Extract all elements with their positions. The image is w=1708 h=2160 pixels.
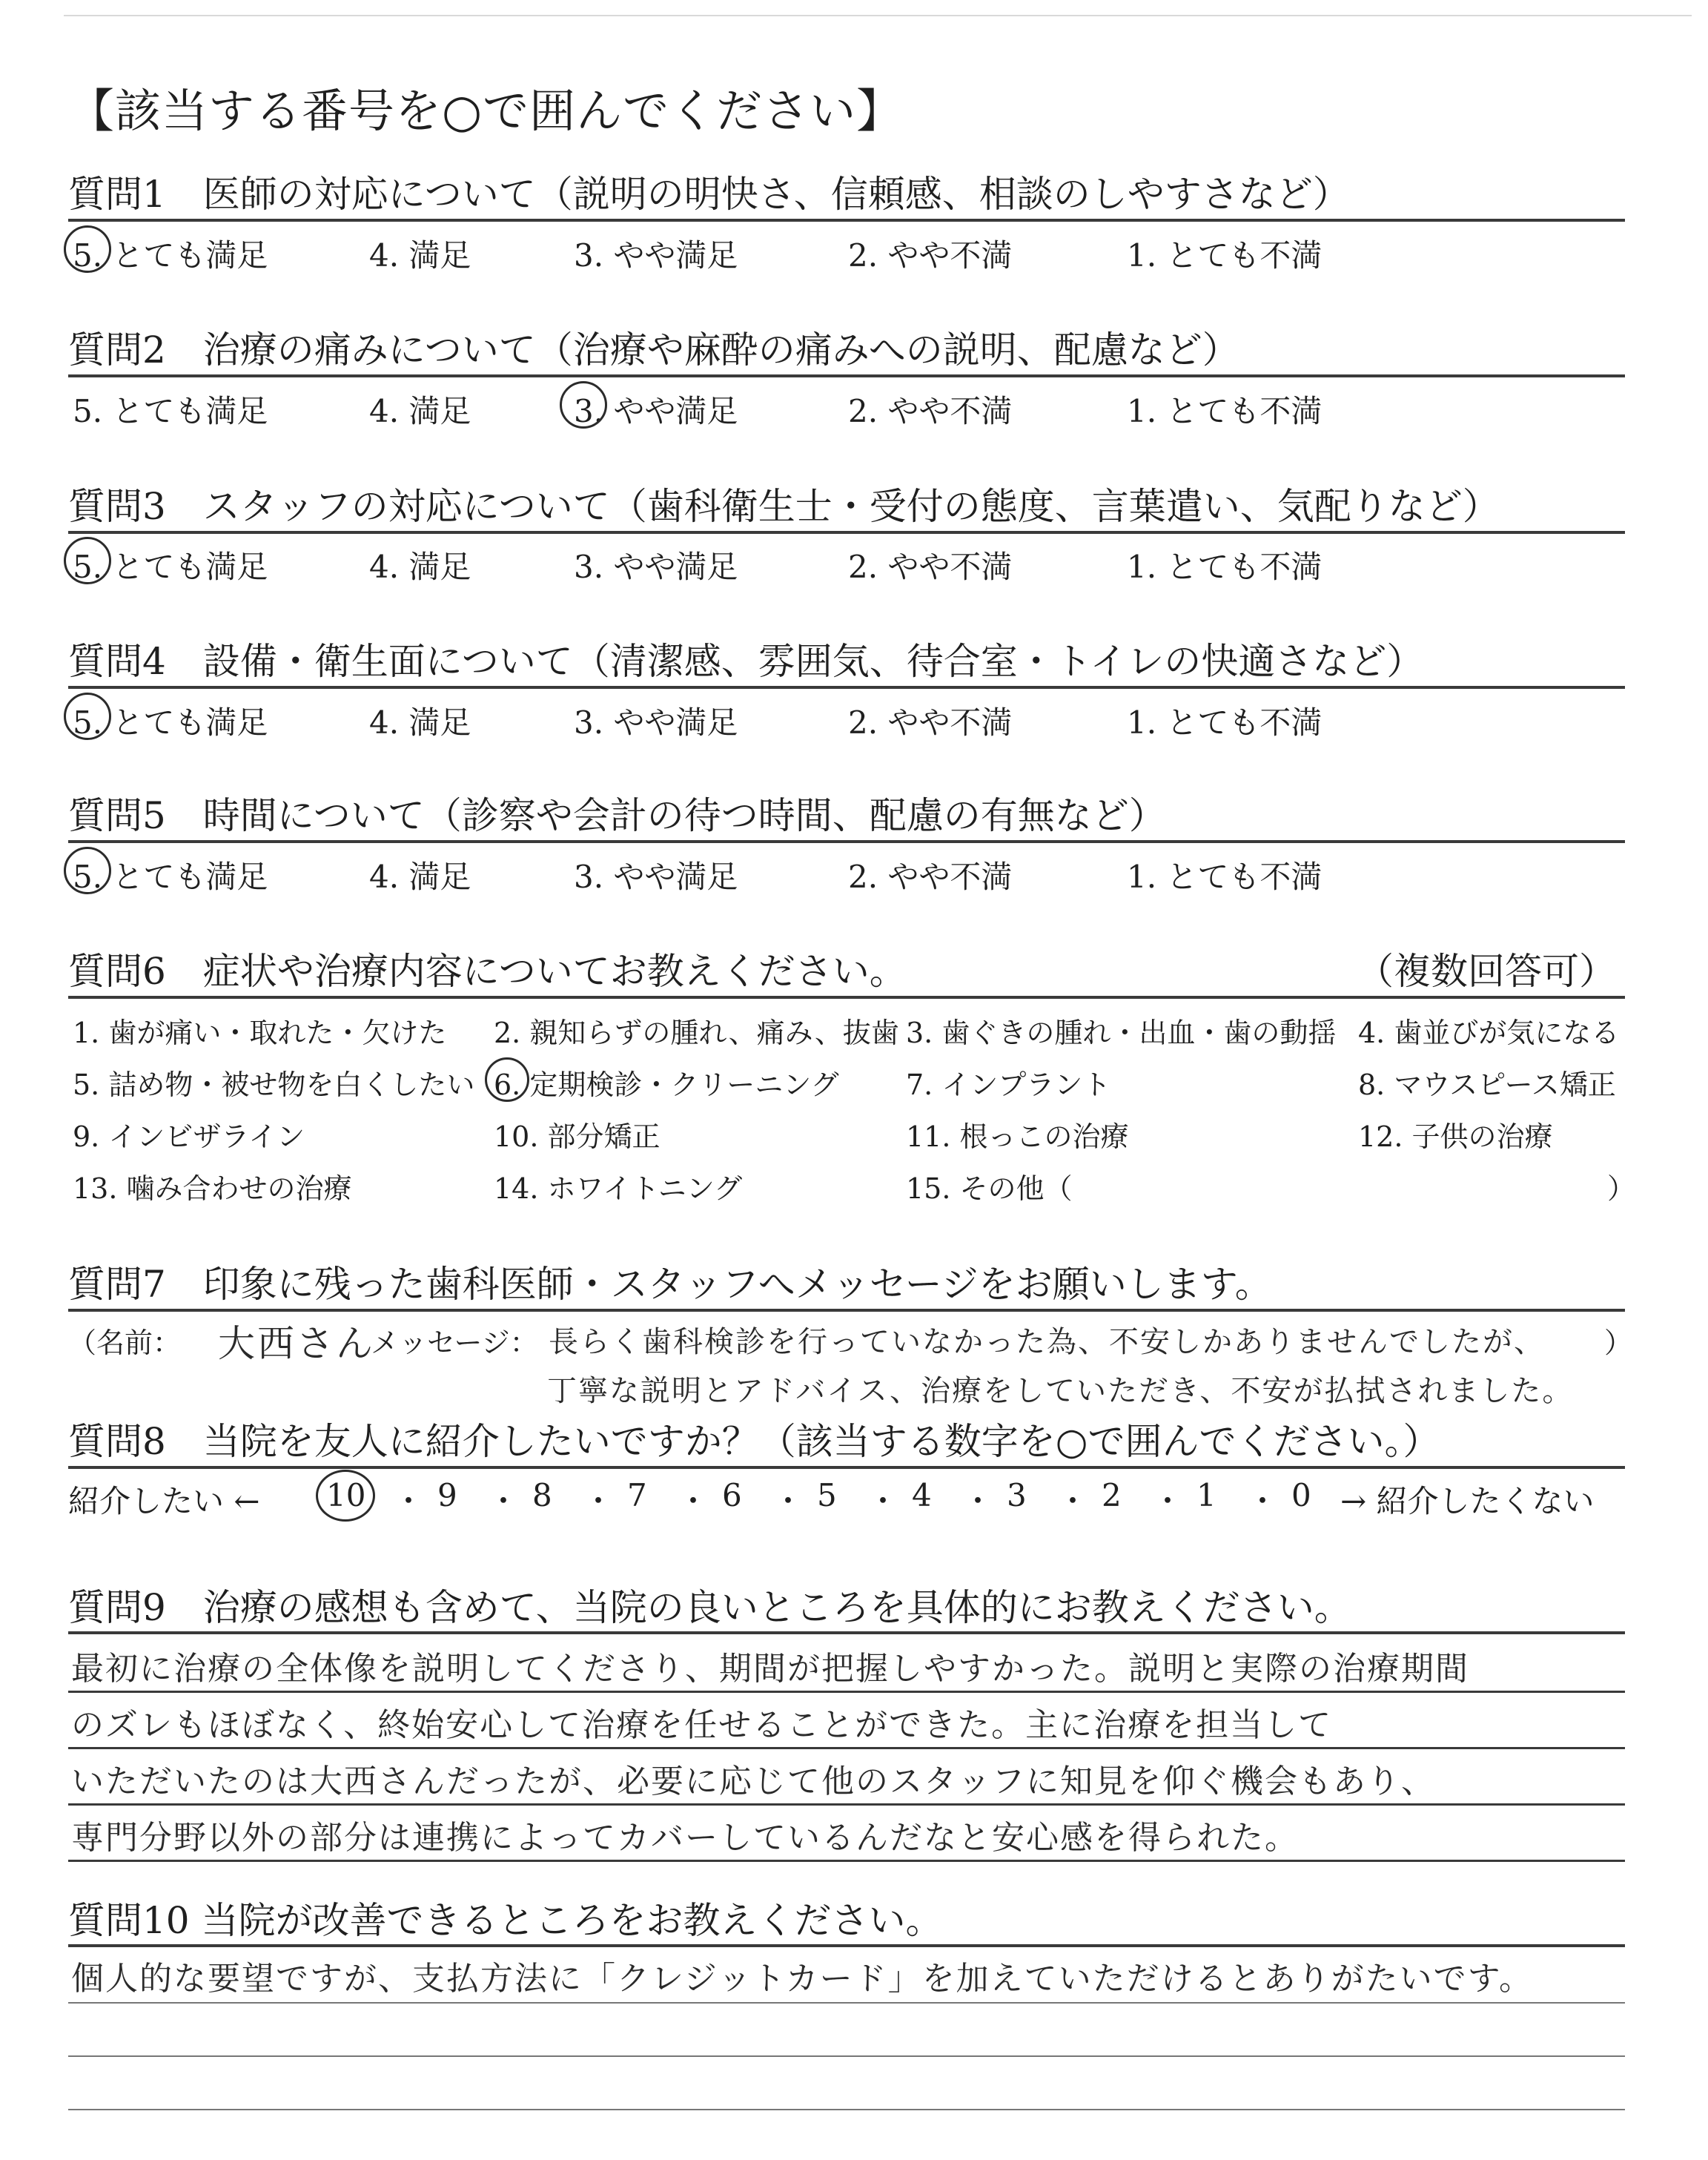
- q1-rule: [68, 219, 1625, 222]
- q5-rule: [68, 840, 1625, 843]
- q3-option-1[interactable]: 1. とても不満: [1127, 549, 1323, 585]
- q10-title: 質問10 当院が改善できるところをお教えください。: [68, 1899, 943, 1942]
- q9-writing-line: [68, 1747, 1625, 1749]
- q4-option-5[interactable]: 5. とても満足: [73, 704, 268, 741]
- q5-option-3[interactable]: 3. やや満足: [574, 859, 738, 895]
- q1-selected-circle: [64, 225, 111, 273]
- q5-selected-circle: [64, 847, 111, 894]
- q4-option-1[interactable]: 1. とても不満: [1127, 704, 1323, 741]
- q6-option-9[interactable]: 9. インビザライン: [73, 1120, 305, 1153]
- q10-rule: [68, 1944, 1625, 1947]
- q6-note: （複数回答可）: [1357, 950, 1616, 993]
- q1-title: 質問1 医師の対応について（説明の明快さ、信頼感、相談のしやすさなど）: [68, 173, 1350, 216]
- q3-option-3[interactable]: 3. やや満足: [574, 549, 738, 585]
- q6-option-13[interactable]: 13. 噛み合わせの治療: [73, 1172, 352, 1205]
- q6-other-close-paren: ）: [1607, 1172, 1636, 1205]
- q9-rule: [68, 1631, 1625, 1634]
- q3-option-2[interactable]: 2. やや不満: [848, 549, 1013, 585]
- q2-selected-circle: [560, 381, 607, 429]
- q8-scale-4[interactable]: 4: [912, 1477, 932, 1513]
- q8-scale-0[interactable]: 0: [1291, 1477, 1311, 1513]
- q1-option-3[interactable]: 3. やや満足: [574, 237, 738, 274]
- q9-title: 質問9 治療の感想も含めて、当院の良いところを具体的にお教えください。: [68, 1586, 1351, 1629]
- q7-message-label: メッセージ：: [371, 1327, 538, 1359]
- q8-title: 質問8 当院を友人に紹介したいですか？（該当する数字を○で囲んでください。）: [68, 1420, 1440, 1463]
- q8-scale-dot: ・: [583, 1483, 615, 1519]
- q7-message-line-2[interactable]: 丁寧な説明とアドバイス、治療をしていただき、不安が払拭されました。: [547, 1374, 1574, 1408]
- q9-writing-line: [68, 1860, 1625, 1862]
- q8-scale-dot: ・: [772, 1483, 804, 1519]
- q2-option-5[interactable]: 5. とても満足: [73, 393, 268, 429]
- q8-scale-dot: ・: [1057, 1483, 1089, 1519]
- q10-writing-line: [68, 2109, 1625, 2110]
- q10-writing-line: [68, 2055, 1625, 2057]
- q4-option-3[interactable]: 3. やや満足: [574, 704, 738, 741]
- q6-option-12[interactable]: 12. 子供の治療: [1358, 1120, 1553, 1153]
- q8-selected-circle: [316, 1470, 375, 1522]
- q1-option-5[interactable]: 5. とても満足: [73, 237, 268, 274]
- q7-title: 質問7 印象に残った歯科医師・スタッフへメッセージをお願いします。: [68, 1263, 1272, 1306]
- q7-message-line-1[interactable]: 長らく歯科検診を行っていなかった為、不安しかありませんでしたが、: [549, 1325, 1545, 1359]
- q6-option-10[interactable]: 10. 部分矯正: [494, 1120, 661, 1153]
- q6-title: 質問6 症状や治療内容についてお教えください。: [68, 950, 907, 993]
- q8-scale-6[interactable]: 6: [722, 1477, 742, 1513]
- q8-right-label: → 紹介したくない: [1340, 1483, 1595, 1519]
- q5-option-4[interactable]: 4. 満足: [369, 859, 471, 895]
- q8-rule: [68, 1466, 1625, 1469]
- q4-selected-circle: [64, 693, 111, 740]
- q8-scale-3[interactable]: 3: [1007, 1477, 1027, 1513]
- q6-option-7[interactable]: 7. インプラント: [906, 1069, 1111, 1101]
- form-title: 【該当する番号を○で囲んでください】: [68, 84, 904, 138]
- q1-option-2[interactable]: 2. やや不満: [848, 237, 1013, 274]
- q8-scale-dot: ・: [393, 1483, 425, 1519]
- q9-answer-line-1[interactable]: 最初に治療の全体像を説明してくださり、期間が把握しやすかった。説明と実際の治療期間: [71, 1650, 1469, 1688]
- q8-scale-dot: ・: [1152, 1483, 1184, 1519]
- q9-answer-line-2[interactable]: のズレもほぼなく、終始安心して治療を任せることができた。主に治療を担当して: [71, 1706, 1333, 1744]
- q6-selected-circle: [485, 1057, 529, 1102]
- q6-option-6[interactable]: 6. 定期検診・クリーニング: [494, 1069, 839, 1101]
- q6-option-14[interactable]: 14. ホワイトニング: [494, 1172, 743, 1205]
- q1-option-1[interactable]: 1. とても不満: [1127, 237, 1323, 274]
- q6-option-2[interactable]: 2. 親知らずの腫れ、痛み、抜歯: [494, 1017, 899, 1049]
- q6-option-11[interactable]: 11. 根っこの治療: [906, 1120, 1129, 1153]
- q8-left-label: 紹介したい ←: [68, 1483, 260, 1519]
- q6-option-15[interactable]: 15. その他（: [906, 1172, 1073, 1205]
- q3-title: 質問3 スタッフの対応について（歯科衛生士・受付の態度、言葉遣い、気配りなど）: [68, 485, 1500, 528]
- q8-scale-2[interactable]: 2: [1102, 1477, 1122, 1513]
- q3-option-4[interactable]: 4. 満足: [369, 549, 471, 585]
- q5-option-2[interactable]: 2. やや不満: [848, 859, 1013, 895]
- q8-scale-5[interactable]: 5: [817, 1477, 837, 1513]
- q3-rule: [68, 531, 1625, 534]
- q2-title: 質問2 治療の痛みについて（治療や麻酔の痛みへの説明、配慮など）: [68, 328, 1239, 371]
- q3-selected-circle: [64, 537, 111, 584]
- q2-option-3[interactable]: 3. やや満足: [574, 393, 738, 429]
- q2-rule: [68, 374, 1625, 377]
- q9-writing-line: [68, 1691, 1625, 1693]
- q7-close-paren: ）: [1604, 1327, 1633, 1359]
- q9-answer-line-3[interactable]: いただいたのは大西さんだったが、必要に応じて他のスタッフに知見を仰ぐ機会もあり、: [71, 1763, 1435, 1800]
- q8-scale-dot: ・: [488, 1483, 520, 1519]
- q7-rule: [68, 1309, 1625, 1312]
- q8-scale-1[interactable]: 1: [1196, 1477, 1217, 1513]
- q8-scale-8[interactable]: 8: [532, 1477, 552, 1513]
- q8-scale-10[interactable]: 10: [326, 1477, 366, 1513]
- q5-option-5[interactable]: 5. とても満足: [73, 859, 268, 895]
- q2-option-2[interactable]: 2. やや不満: [848, 393, 1013, 429]
- q5-title: 質問5 時間について（診察や会計の待つ時間、配慮の有無など）: [68, 794, 1166, 837]
- q4-rule: [68, 686, 1625, 689]
- q8-scale-dot: ・: [678, 1483, 709, 1519]
- q8-scale-dot: ・: [867, 1483, 899, 1519]
- q6-option-1[interactable]: 1. 歯が痛い・取れた・欠けた: [73, 1017, 447, 1049]
- q4-option-4[interactable]: 4. 満足: [369, 704, 471, 741]
- q8-scale-7[interactable]: 7: [627, 1477, 647, 1513]
- q2-option-1[interactable]: 1. とても不満: [1127, 393, 1323, 429]
- q10-writing-line: [68, 2002, 1625, 2004]
- q6-option-5[interactable]: 5. 詰め物・被せ物を白くしたい: [73, 1069, 475, 1101]
- q6-option-8[interactable]: 8. マウスピース矯正: [1358, 1069, 1616, 1101]
- q1-option-4[interactable]: 4. 満足: [369, 237, 471, 274]
- q4-option-2[interactable]: 2. やや不満: [848, 704, 1013, 741]
- q8-scale-dot: ・: [1247, 1483, 1279, 1519]
- q8-scale-9[interactable]: 9: [437, 1477, 457, 1513]
- q6-option-3[interactable]: 3. 歯ぐきの腫れ・出血・歯の動揺: [906, 1017, 1337, 1049]
- q9-answer-line-4[interactable]: 専門分野以外の部分は連携によってカバーしているんだなと安心感を得られた。: [71, 1819, 1299, 1857]
- q10-answer-line-1[interactable]: 個人的な要望ですが、支払方法に「クレジットカード」を加えていただけるとありがたいです。: [71, 1960, 1534, 1998]
- top-edge-line: [64, 15, 1692, 16]
- q9-writing-line: [68, 1803, 1625, 1806]
- q7-name-value[interactable]: 大西さん: [218, 1322, 375, 1365]
- q8-scale-dot: ・: [962, 1483, 994, 1519]
- q6-rule: [68, 996, 1625, 999]
- q2-option-4[interactable]: 4. 満足: [369, 393, 471, 429]
- q6-option-4[interactable]: 4. 歯並びが気になる: [1358, 1017, 1620, 1049]
- q5-option-1[interactable]: 1. とても不満: [1127, 859, 1323, 895]
- q4-title: 質問4 設備・衛生面について（清潔感、雰囲気、待合室・トイレの快適さなど）: [68, 640, 1424, 683]
- q3-option-5[interactable]: 5. とても満足: [73, 549, 268, 585]
- q7-name-label: （名前：: [68, 1327, 182, 1359]
